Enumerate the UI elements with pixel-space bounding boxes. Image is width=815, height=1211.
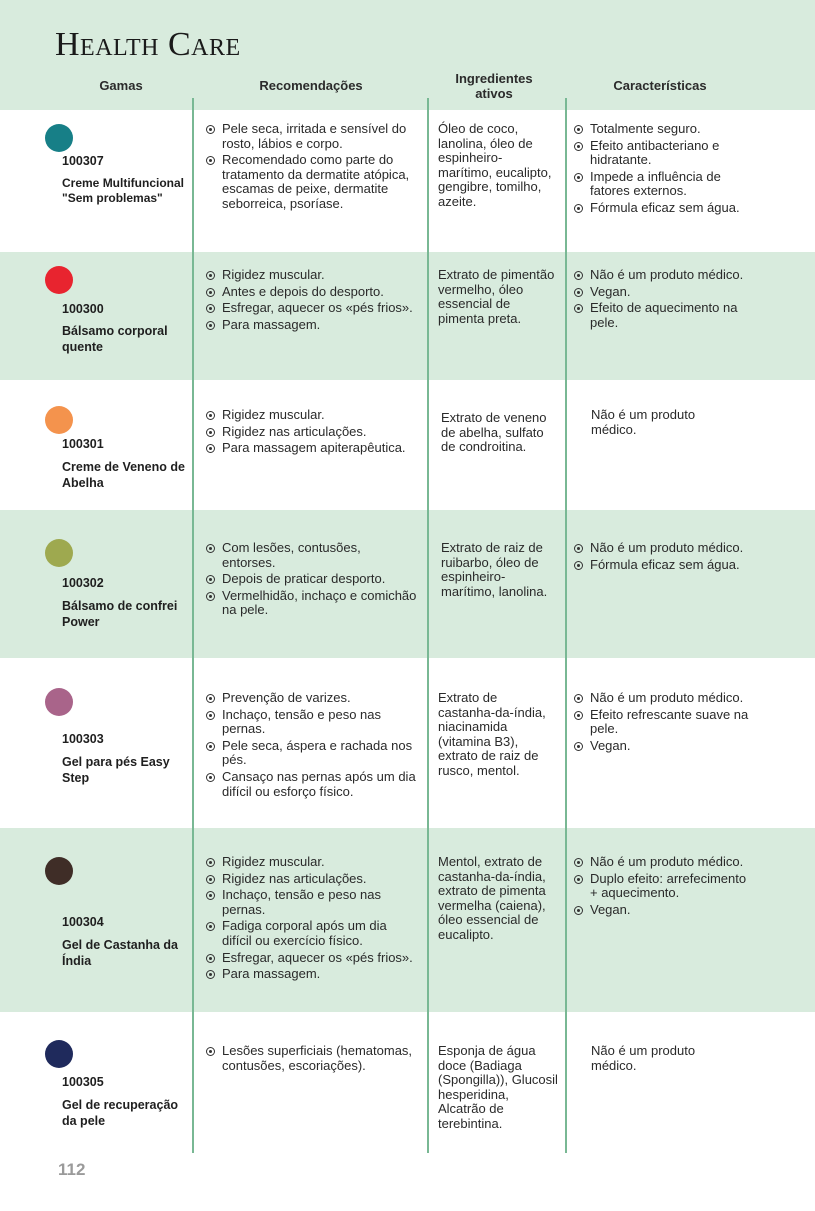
list-item: Totalmente seguro. [573, 122, 753, 137]
recommendations-list [205, 122, 417, 214]
list-item: Fadiga corporal após um dia difícil ou exercício físico. [205, 919, 417, 948]
list-item: Efeito antibacteriano e hidratante. [573, 139, 753, 168]
table-row [0, 252, 815, 380]
list-item: Fórmula eficaz sem água. [573, 201, 753, 216]
list-item: Não é um produto médico. [573, 855, 753, 870]
table-row [0, 658, 815, 828]
list-item: Vermelhidão, inchaço e comichão na pele. [205, 589, 417, 618]
product-name: Gel para pés Easy Step [62, 755, 170, 785]
list-item: Não é um produto médico. [573, 691, 753, 706]
color-dot [45, 266, 73, 294]
ingredients-text: Extrato de raiz de ruibarbo, óleo de espinheiro-marítimo, lanolina. [441, 540, 548, 599]
table-row [0, 828, 815, 1012]
color-dot [45, 688, 73, 716]
recommendations-list [205, 268, 417, 334]
color-dot [45, 539, 73, 567]
list-item: Recomendado como parte do tratamento da dermatite atópica, escamas de peixe, dermatite seborreica, psoríase. [205, 153, 417, 211]
list-item: Para massagem apiterapêutica. [205, 441, 417, 456]
product-name: Bálsamo de confrei Power [62, 599, 178, 629]
product-code: 100307 [62, 154, 104, 168]
column-header-gamas: Gamas [99, 78, 143, 93]
column-divider [427, 98, 429, 1153]
column-divider [192, 98, 194, 1153]
recommendations-list [205, 1044, 417, 1075]
list-item: Com lesões, contusões, entorses. [205, 541, 417, 570]
list-item: Rigidez nas articulações. [205, 872, 417, 887]
table-row [0, 380, 815, 510]
product-code: 100305 [62, 1075, 104, 1089]
color-dot [45, 857, 73, 885]
ingredients-text: Extrato de castanha-da-índia, niacinamida (vitamina B3), extrato de raiz de rusco, mentol. [438, 690, 546, 778]
list-item: Antes e depois do desporto. [205, 285, 417, 300]
list-item: Lesões superficiais (hematomas, contusões, escoriações). [205, 1044, 417, 1073]
product-code: 100302 [62, 576, 104, 590]
features-list [573, 691, 753, 755]
ingredients-text: Óleo de coco, lanolina, óleo de espinheiro-marítimo, eucalipto, gengibre, tomilho, azeite. [438, 121, 552, 209]
features-list [573, 541, 753, 574]
page-number: 112 [58, 1160, 86, 1179]
list-item: Vegan. [573, 285, 753, 300]
list-item: Rigidez muscular. [205, 408, 417, 423]
color-dot [45, 124, 73, 152]
list-item: Prevenção de varizes. [205, 691, 417, 706]
features-text: Não é um produto médico. [591, 1043, 696, 1073]
product-code: 100304 [62, 915, 104, 929]
product-name: Gel de recuperação da pele [62, 1098, 179, 1128]
list-item: Pele seca, irritada e sensível do rosto, lábios e corpo. [205, 122, 417, 151]
column-divider [565, 98, 567, 1153]
recommendations-list [205, 408, 417, 458]
list-item: Vegan. [573, 739, 753, 754]
list-item: Cansaço nas pernas após um dia difícil ou esforço físico. [205, 770, 417, 799]
product-code: 100300 [62, 302, 104, 316]
recommendations-list [205, 541, 417, 620]
list-item: Não é um produto médico. [573, 541, 753, 556]
list-item: Depois de praticar desporto. [205, 572, 417, 587]
features-list [573, 122, 753, 218]
table-row [0, 1012, 815, 1152]
column-header-ingredientes-line1: Ingredientes [455, 71, 533, 86]
list-item: Inchaço, tensão e peso nas pernas. [205, 708, 417, 737]
list-item: Pele seca, áspera e rachada nos pés. [205, 739, 417, 768]
column-header-ingredientes [432, 71, 556, 101]
list-item: Esfregar, aquecer os «pés frios». [205, 951, 417, 966]
list-item: Efeito de aquecimento na pele. [573, 301, 753, 330]
color-dot [45, 1040, 73, 1068]
product-name: Creme Multifuncional "Sem problemas" [62, 176, 185, 205]
list-item: Rigidez muscular. [205, 268, 417, 283]
product-code: 100301 [62, 437, 104, 451]
list-item: Duplo efeito: arrefecimento + aquecimento. [573, 872, 753, 901]
column-header-caracteristicas: Características [613, 78, 707, 93]
list-item: Esfregar, aquecer os «pés frios». [205, 301, 417, 316]
features-text: Não é um produto médico. [591, 407, 696, 437]
list-item: Vegan. [573, 903, 753, 918]
recommendations-list [205, 691, 417, 801]
list-item: Impede a influência de fatores externos. [573, 170, 753, 199]
ingredients-text: Extrato de veneno de abelha, sulfato de condroitina. [441, 410, 547, 455]
table-row [0, 110, 815, 252]
list-item: Para massagem. [205, 318, 417, 333]
ingredients-text: Esponja de água doce (Badiaga (Spongilla)), Glucosil hesperidina, Alcatrão de terebintina. [438, 1043, 558, 1131]
product-name: Bálsamo corporal quente [62, 324, 168, 354]
product-code: 100303 [62, 732, 104, 746]
ingredients-text: Mentol, extrato de castanha-da-índia, extrato de pimenta vermelha (caiena), óleo essencial de eucalipto. [438, 854, 546, 942]
ingredients-text: Extrato de pimentão vermelho, óleo essencial de pimenta preta. [438, 267, 555, 326]
column-header-recomendacoes: Recomendações [259, 78, 363, 93]
features-list [573, 855, 753, 919]
page-title: Health Care [55, 26, 241, 63]
list-item: Fórmula eficaz sem água. [573, 558, 753, 573]
recommendations-list [205, 855, 417, 984]
table-row [0, 510, 815, 658]
list-item: Inchaço, tensão e peso nas pernas. [205, 888, 417, 917]
list-item: Rigidez muscular. [205, 855, 417, 870]
list-item: Para massagem. [205, 967, 417, 982]
list-item: Rigidez nas articulações. [205, 425, 417, 440]
list-item: Efeito refrescante suave na pele. [573, 708, 753, 737]
list-item: Não é um produto médico. [573, 268, 753, 283]
color-dot [45, 406, 73, 434]
column-header-ingredientes-line2: ativos [475, 86, 513, 101]
features-list [573, 268, 753, 332]
product-name: Gel de Castanha da Índia [62, 938, 179, 968]
product-name: Creme de Veneno de Abelha [62, 460, 185, 490]
